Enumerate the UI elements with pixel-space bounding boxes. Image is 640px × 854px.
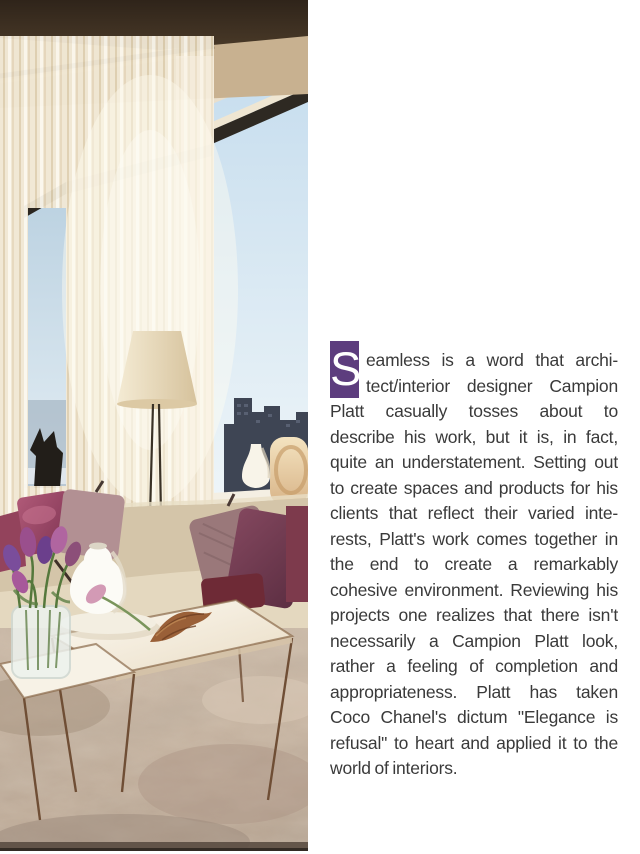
- article-line: Platt casually tosses about to: [330, 401, 618, 421]
- article-line: rests, Platt's work comes together in: [330, 528, 618, 549]
- article-line: Coco Chanel's dictum "Elegance is: [330, 707, 618, 727]
- article-line: describe his work, but it is, in fact,: [330, 426, 618, 447]
- article-line: tect/interior designer Campion: [366, 375, 618, 396]
- article-line: world of interiors.: [330, 758, 458, 778]
- photo-glass-vase: [12, 606, 70, 678]
- article-line: clients that reflect their varied inte-: [330, 503, 618, 523]
- article-line: projects one realizes that there isn't: [330, 605, 618, 625]
- article-line: to create spaces and products for his: [330, 477, 618, 498]
- article-line: rather a feeling of completion and: [330, 656, 618, 676]
- article-line: necessarily a Campion Platt look,: [330, 630, 618, 651]
- drop-cap: S: [330, 341, 359, 398]
- article-line: appropriateness. Platt has taken: [330, 681, 618, 702]
- article-body: [330, 348, 618, 782]
- article-line: eamless is a word that archi-: [366, 350, 618, 370]
- article-line: refusal" to heart and applied it to the: [330, 732, 618, 753]
- living-room-photo: [0, 0, 308, 851]
- article-text: [330, 342, 618, 782]
- article-line: the end to create a remarkably: [330, 554, 618, 574]
- article-line: quite an understatement. Setting out: [330, 452, 618, 472]
- article-line: cohesive environment. Reviewing his: [330, 579, 618, 600]
